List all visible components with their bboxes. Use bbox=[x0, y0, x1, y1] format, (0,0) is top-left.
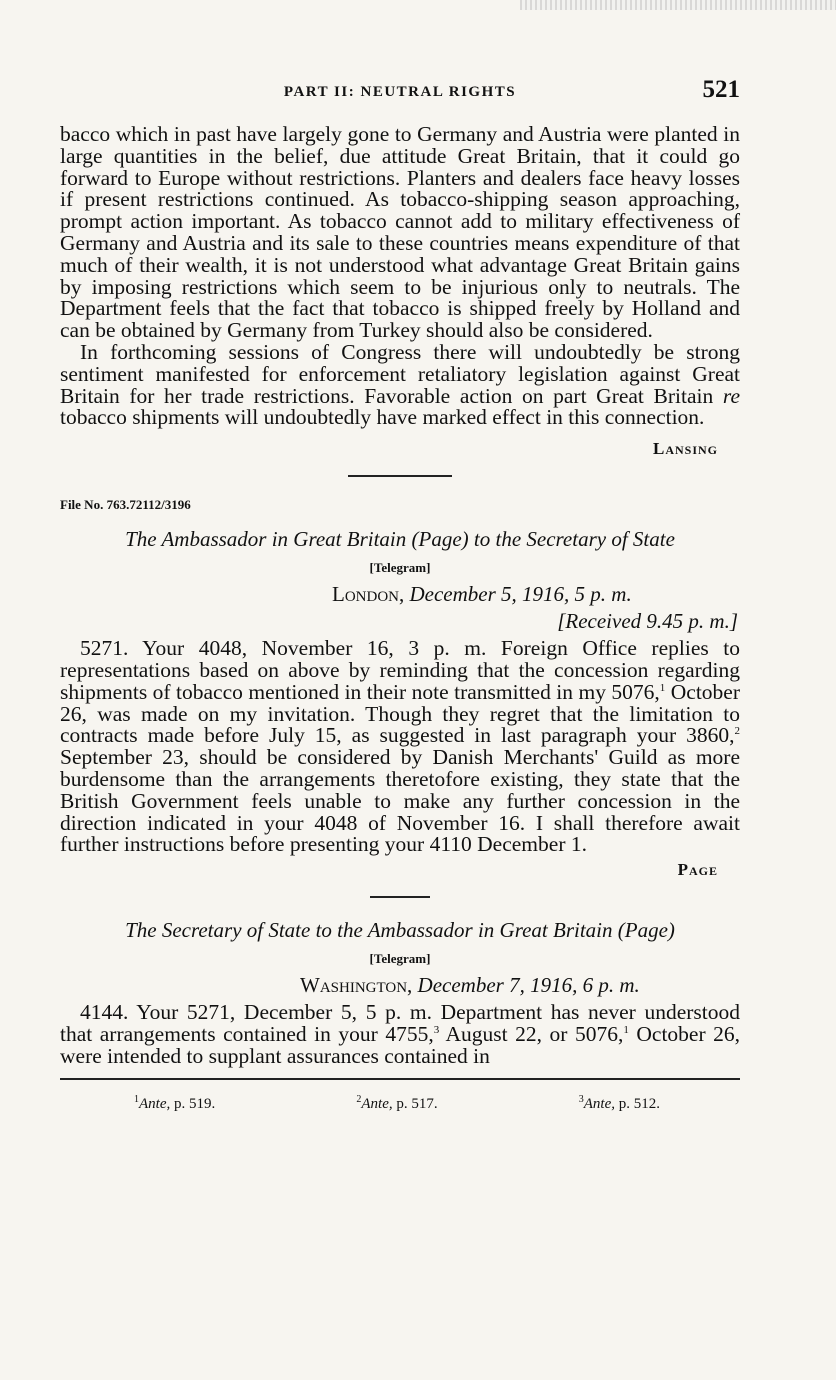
footnote-number: 1 bbox=[134, 1093, 139, 1105]
footnote-rule bbox=[60, 1078, 740, 1080]
signature-lansing: Lansing bbox=[652, 439, 718, 459]
footnote-ante: Ante, bbox=[583, 1095, 615, 1112]
text-segment: tobacco shipments will undoubtedly have marked effect in this connection. bbox=[60, 405, 705, 430]
text-segment: August 22, or 5076, bbox=[439, 1021, 624, 1046]
section-divider bbox=[348, 475, 452, 477]
footnote bbox=[579, 1094, 660, 1113]
dateline-place: Washington, bbox=[300, 973, 413, 998]
signature-page: Page bbox=[677, 860, 718, 880]
footnote-page: p. 517. bbox=[392, 1095, 438, 1112]
text-segment-italic: re bbox=[722, 383, 740, 408]
footnotes bbox=[60, 1094, 740, 1113]
footnote-number: 3 bbox=[578, 1093, 584, 1105]
text-segment: October 26, was made on my invitation. Though they regret that the limitation to contracts made before July 15, as suggested in last paragraph your 3860, bbox=[60, 679, 741, 748]
footnote bbox=[134, 1094, 215, 1113]
running-head: PART II: NEUTRAL RIGHTS bbox=[283, 84, 517, 100]
received-time: [Received 9.45 p. m.] bbox=[557, 609, 738, 634]
dateline-date: December 7, 1916, 6 p. m. bbox=[417, 973, 640, 998]
body-text bbox=[60, 124, 740, 1113]
dateline-washington bbox=[60, 973, 740, 998]
paragraph-congress bbox=[60, 339, 740, 430]
paragraph-5271 bbox=[60, 638, 740, 856]
paragraph-tobacco-continuation: bacco which in past have largely gone to Germany and Austria were planted in large quantities in the belief, due attitude Great Britain, that it could go forward to Europe without restrictions. Planters and dealers face heavy losses if present restrictions continued. As tobacco-shipping season approaching, prompt action important. As tobacco cannot add to military effectiveness of Germany and Austria and its sale to these countries means expenditure of that much of their wealth, it is not understood what advantage Great Britain gains by imposing restrictions which seem to be injurious only to neutrals. The Department feels that the fact that tobacco is shipped freely by Holland and can be obtained by Germany from Turkey should also be considered. bbox=[60, 122, 740, 343]
page-header bbox=[60, 76, 740, 110]
scan-edge-noise bbox=[520, 0, 836, 10]
dateline-london bbox=[60, 582, 740, 607]
text-segment: October 26, were intended to supplant assurances contained in bbox=[60, 1021, 741, 1068]
document-title-secretary-to-page: The Secretary of State to the Ambassador in Great Britain (Page) bbox=[125, 918, 675, 943]
text-segment: 5271. Your 4048, November 16, 3 p. m. Foreign Office replies to representations based on above by reminding that the concession regarding shipments of tobacco mentioned in their note transmitted in my 5076, bbox=[60, 636, 740, 704]
footnote-page: p. 519. bbox=[170, 1095, 216, 1112]
footnote bbox=[356, 1094, 437, 1113]
text-segment: In forthcoming sessions of Congress there will undoubtedly be strong sentiment manifested for enforcement retaliatory legislation against Great Britain for her trade restrictions. Favorable action on part Great Britain bbox=[60, 339, 740, 408]
page-number: 521 bbox=[702, 76, 740, 103]
document-title-page-to-secretary: The Ambassador in Great Britain (Page) to the Secretary of State bbox=[125, 527, 675, 552]
file-number: File No. 763.72112/3196 bbox=[60, 497, 191, 513]
text-segment: 4144. Your 5271, December 5, 5 p. m. Department has never understood that arrangements contained in your 4755, bbox=[60, 1000, 740, 1046]
footnote-ante: Ante, bbox=[139, 1095, 171, 1112]
footnote-ref: 1 bbox=[623, 1023, 629, 1036]
dateline-place: London, bbox=[332, 582, 405, 607]
paragraph-4144 bbox=[60, 1002, 740, 1067]
footnote-ref: 1 bbox=[659, 681, 666, 694]
dateline-date: December 5, 1916, 5 p. m. bbox=[409, 582, 632, 607]
footnote-number: 2 bbox=[356, 1093, 362, 1105]
telegram-label: [Telegram] bbox=[369, 560, 431, 576]
telegram-label: [Telegram] bbox=[369, 951, 431, 967]
section-divider bbox=[370, 896, 430, 898]
footnote-page: p. 512. bbox=[615, 1095, 660, 1112]
text-segment: September 23, should be considered by Danish Merchants' Guild as more burdensome than the arrangements theretofore existing, they state that the British Government feels unable to make any further concession in the direction indicated in your 4048 of November 16. I shall therefore await further instructions before presenting your 4110 December 1. bbox=[60, 745, 740, 857]
footnote-ante: Ante, bbox=[361, 1095, 393, 1112]
footnote-ref: 3 bbox=[433, 1023, 440, 1036]
footnote-ref: 2 bbox=[734, 725, 740, 738]
